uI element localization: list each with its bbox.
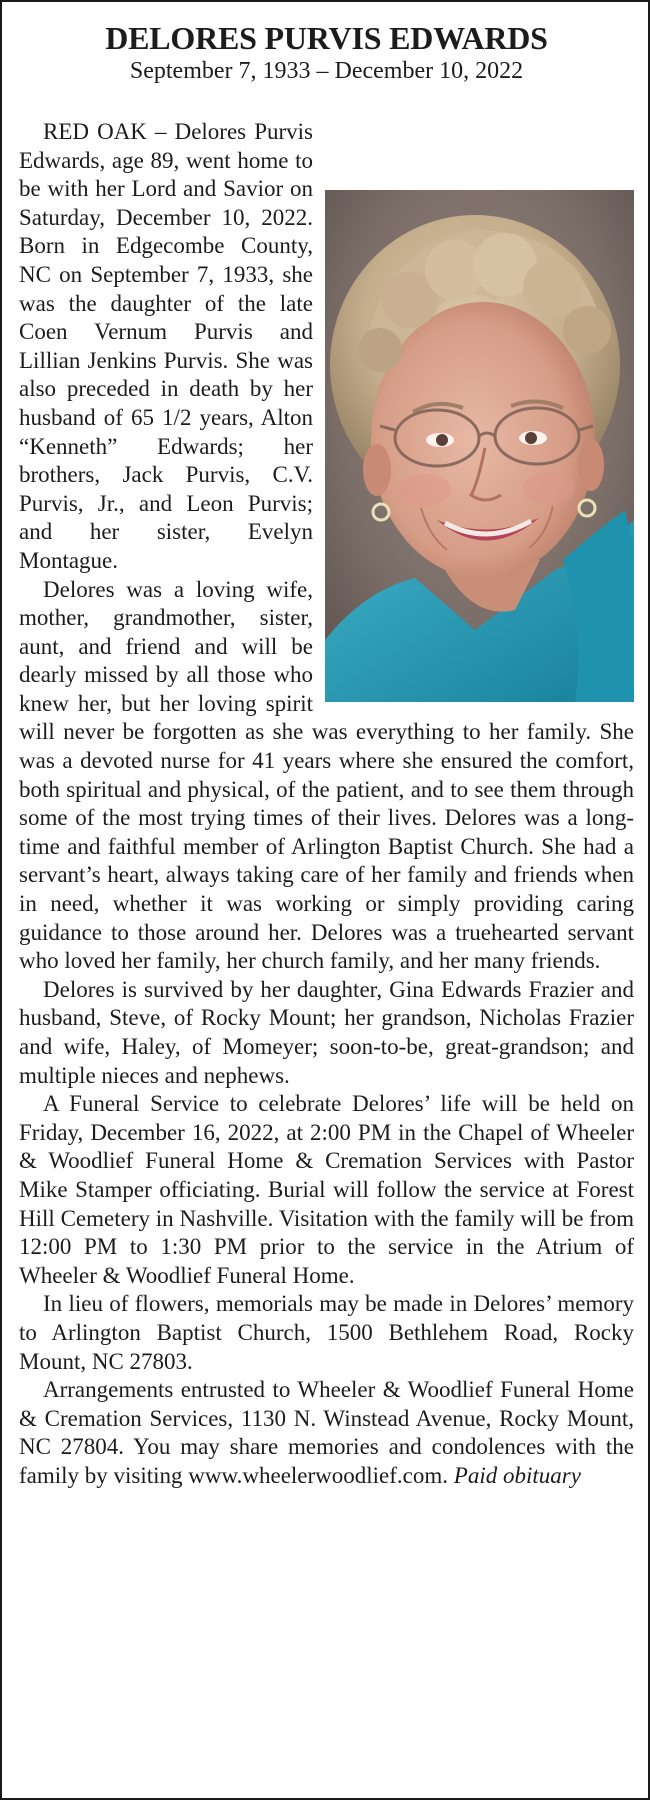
- life-dates: September 7, 1933 – December 10, 2022: [129, 58, 524, 84]
- paragraph-arrangements: [19, 1376, 634, 1490]
- portrait-image: [325, 190, 634, 702]
- paragraph-life: Delores was a loving wife, mother, grandmother, sister, aunt, and friend and will be dearly missed by all those who knew her, but her loving spirit will never be forgotten as she was everything to her family. She was a devoted nurse for 41 years where she ensured the comfort, both spiritual and physical, of the patient, and to see them through some of the most trying times of their lives. Delores was a long-time and faithful member of Arlington Baptist Church. She had a servant’s heart, always taking care of her family and friends when in need, whether it was working or simply providing caring guidance to those around her. Delores was a truehearted servant who loved her family, her church family, and her many friends.: [19, 576, 634, 974]
- deceased-name: DELORES PURVIS EDWARDS: [105, 20, 548, 56]
- obituary-body: [19, 118, 634, 1491]
- paid-obituary-tagline: Paid obituary: [453, 1462, 581, 1488]
- portrait-photo: [325, 190, 634, 702]
- arrangements-text: Arrangements entrusted to Wheeler & Woodlief Funeral Home & Cremation Services, 1130 N. Winstead Avenue, Rocky Mount, NC 27804. You may share memories and condolences with the family by visiting www.wheelerwoodlief.com.: [19, 1377, 634, 1488]
- paragraph-intro: RED OAK – Delores Purvis Edwards, age 89, went home to be with her Lord and Savior on Saturday, December 10, 2022. Born in Edgecombe County, NC on September 7, 1933, she was the daughter of the late Coen Vernum Purvis and Lillian Jenkins Purvis. She was also preceded in death by her husband of 65 1/2 years, Alton “Kenneth” Edwards; her brothers, Jack Purvis, C.V. Purvis, Jr., and Leon Purvis; and her sister, Evelyn Montague.: [19, 119, 313, 573]
- paragraph-memorials: In lieu of flowers, memorials may be made in Delores’ memory to Arlington Baptist Church, 1500 Bethlehem Road, Rocky Mount, NC 27803.: [19, 1291, 634, 1374]
- paragraph-survivors: Delores is survived by her daughter, Gina Edwards Frazier and husband, Steve, of Rocky Mount; her grandson, Nicholas Frazier and wife, Haley, of Momeyer; soon-to-be, great-grandson; and multiple nieces and nephews.: [19, 976, 634, 1088]
- obituary-header: [19, 20, 634, 86]
- paragraph-service: A Funeral Service to celebrate Delores’ life will be held on Friday, December 16, 2022, at 2:00 PM in the Chapel of Wheeler & Woodlief Funeral Home & Cremation Services with Pastor Mike Stamper officiating. Burial will follow the service at Forest Hill Cemetery in Nashville. Visitation with the family will be from 12:00 PM to 1:30 PM prior to the service in the Atrium of Wheeler & Woodlief Funeral Home.: [19, 1091, 634, 1288]
